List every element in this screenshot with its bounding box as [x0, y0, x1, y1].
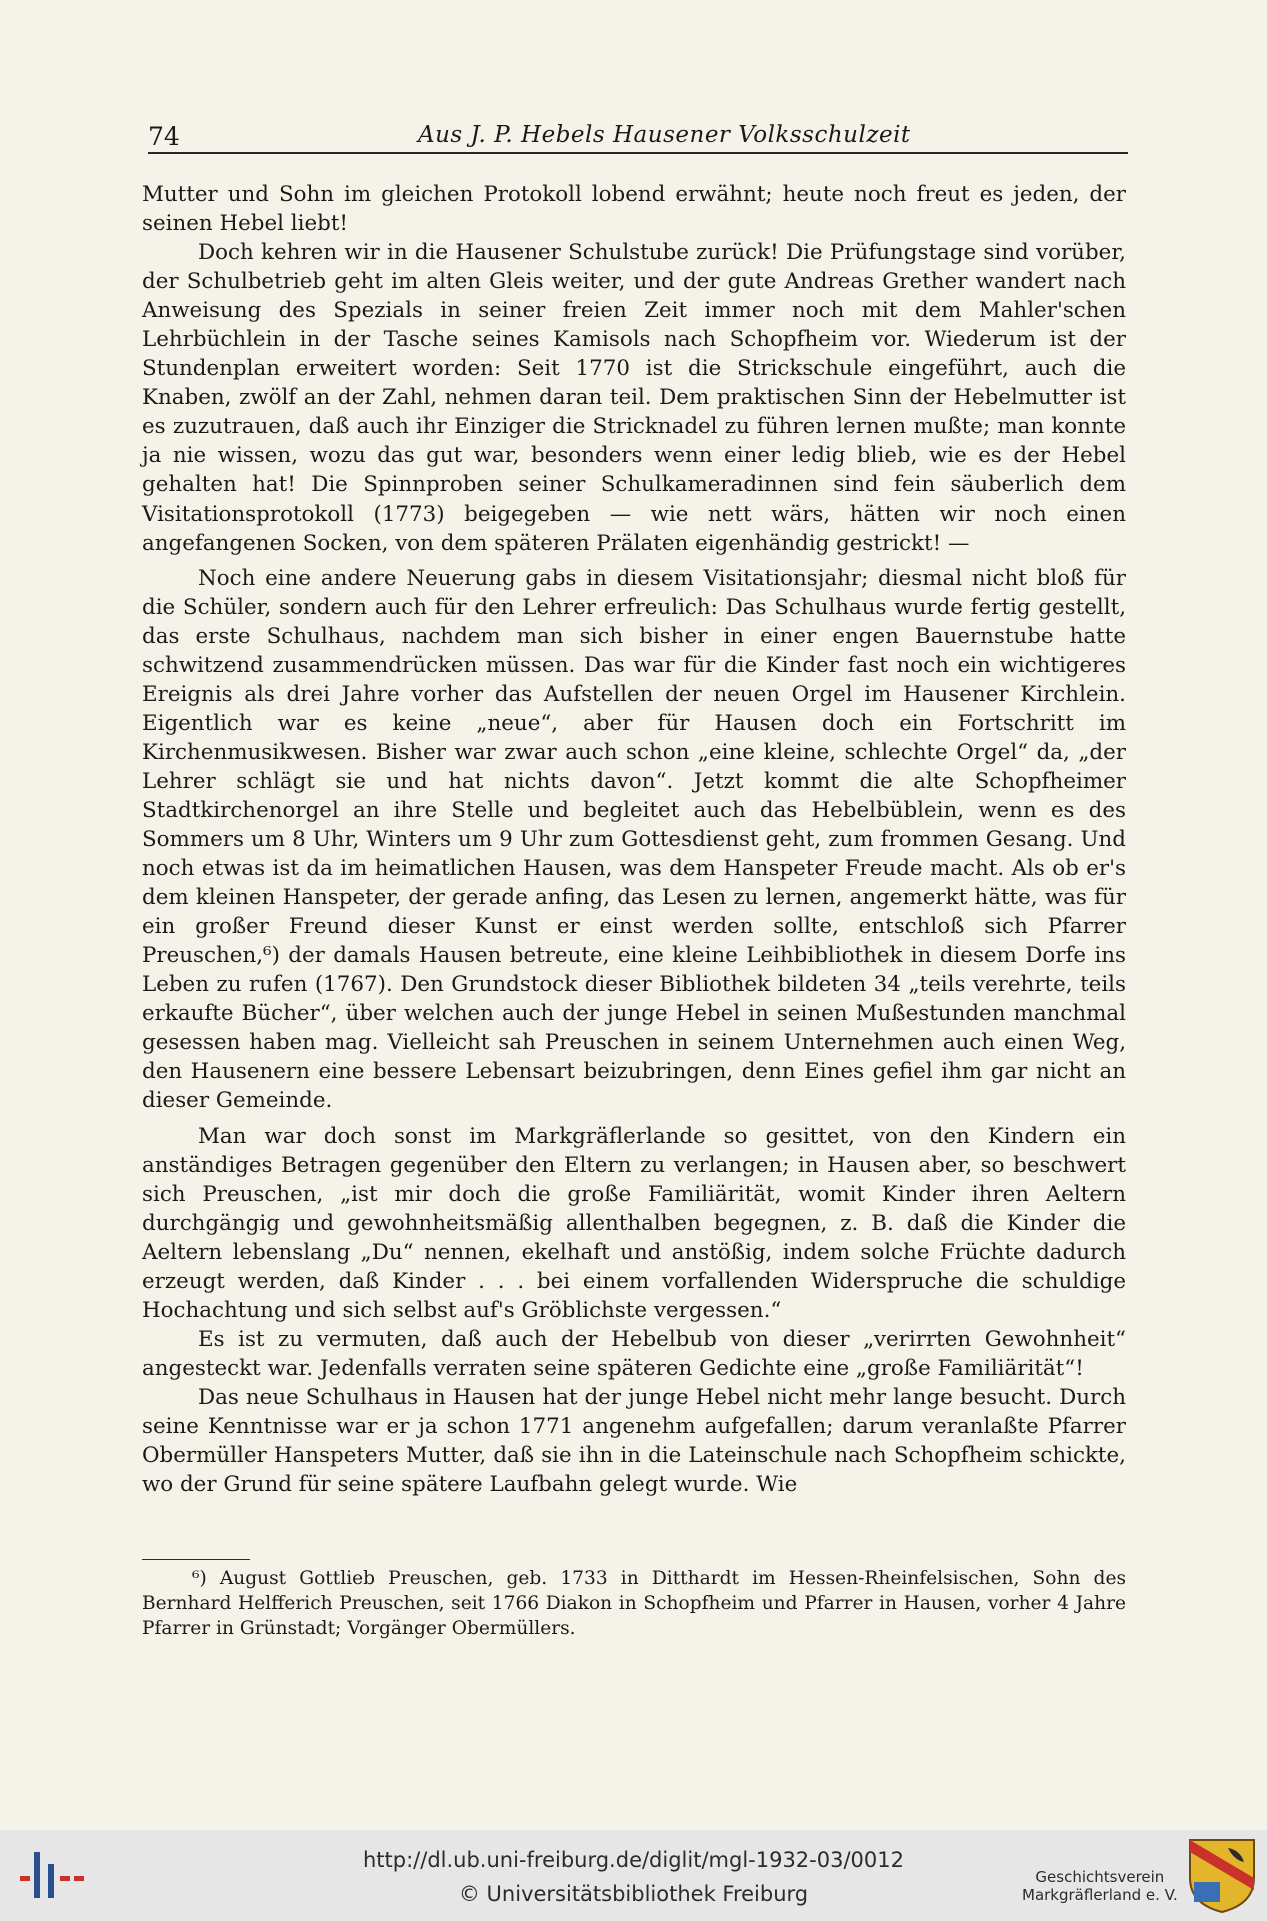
- footnote-text: ⁶) August Gottlieb Preuschen, geb. 1733 in Ditthardt im Hessen-Rheinfelsischen, Sohn des Bernhard Helfferich Preuschen, seit 1766 Diakon in Schopfheim und Pfarrer in Hausen, vorher 4 Jahre Pfarrer in Grünstadt; Vorgänger Obermüllers.: [142, 1568, 1126, 1639]
- running-title: Aus J. P. Hebels Hausener Volksschulzeit: [418, 122, 911, 148]
- coat-of-arms-icon[interactable]: [1188, 1838, 1256, 1914]
- paragraph: Doch kehren wir in die Hausener Schulstube zurück! Die Prüfungstage sind vorüber, der Schulbetrieb geht im alten Gleis weiter, und der gute Andreas Grether wandert nach Anweisung des Spezials in seiner freien Zeit immer noch mit dem Mahler'schen Lehrbüchlein in der Tasche seines Kamisols nach Schopfheim vor. Wiederum ist der Stundenplan erweitert worden: Seit 1770 ist die Strickschule eingeführt, auch die Knaben, zwölf an der Zahl, nehmen daran teil. Dem praktischen Sinn der Hebelmutter ist es zuzutrauen, daß auch ihr Einziger die Stricknadel zu führen lernen mußte; man konnte ja nie wissen, wozu das gut war, besonders wenn einer ledig blieb, wie es der Hebel gehalten hat! Die Spinnproben seiner Schulkameradinnen sind fein säuberlich dem Visitationsprotokoll (1773) beigegeben — wie nett wärs, hätten wir noch einen angefangenen Socken, von dem späteren Prälaten eigenhändig gestrickt! —: [142, 240, 1126, 556]
- society-name-line2: Markgräflerland e. V.: [1022, 1886, 1178, 1904]
- paragraph: Es ist zu vermuten, daß auch der Hebelbub von dieser „verirrten Gewohnheit“ angesteckt war. Jedenfalls verraten seine späteren Gedichte eine „große Familiärität“!: [142, 1326, 1126, 1381]
- footnote-rule: [142, 1559, 250, 1560]
- paragraph: Das neue Schulhaus in Hausen hat der junge Hebel nicht mehr lange besucht. Durch seine Kenntnisse war er ja schon 1771 angenehm aufgefallen; darum veranlaßte Pfarrer Obermüller Hanspeters Mutter, daß sie ihn in die Lateinschule nach Schopfheim schickte, wo der Grund für seine spätere Laufbahn gelegt wurde. Wie: [142, 1384, 1126, 1498]
- paragraph: Noch eine andere Neuerung gabs in diesem Visitationsjahr; diesmal nicht bloß für die Schüler, sondern auch für den Lehrer erfreulich: Das Schulhaus wurde fertig gestellt, das erste Schulhaus, nachdem man sich bisher in einer engen Bauernstube hatte schwitzend zusammendrücken müssen. Das war für die Kinder fast noch ein wichtigeres Ereignis als drei Jahre vorher das Aufstellen der neuen Orgel im Hausener Kirchlein. Eigentlich war es keine „neue“, aber für Hausen doch ein Fortschritt im Kirchenmusikwesen. Bisher war zwar auch schon „eine kleine, schlechte Orgel“ da, „der Lehrer schlägt sie und hat nichts davon“. Jetzt kommt die alte Schopfheimer Stadtkirchenorgel an ihre Stelle und begleitet auch das Hebelbüblein, wenn es des Sommers um 8 Uhr, Winters um 9 Uhr zum Gottesdienst geht, zum frommen Gesang. Und noch etwas ist da im heimatlichen Hausen, was dem Hanspeter Freude macht. Als ob er's dem kleinen Hanspeter, der gerade anfing, das Lesen zu lernen, angemerkt hätte, was für ein großer Freund dieser Kunst er einst werden sollte, entschloß sich Pfarrer Preuschen,⁶) der damals Hausen betreute, eine kleine Leihbibliothek in diesem Dorfe ins Leben zu rufen (1767). Den Grundstock dieser Bibliothek bildeten 34 „teils verehrte, teils erkaufte Bücher“, über welchen auch der junge Hebel in seinen Mußestunden manchmal gesessen haben mag. Vielleicht sah Preuschen in seinem Unternehmen auch einen Weg, den Hausenern eine bessere Lebensart beizubringen, denn Eines gefiel ihm gar nicht an dieser Gemeinde.: [142, 565, 1126, 1114]
- footnote: [142, 1566, 1126, 1641]
- page-header: [148, 118, 1128, 154]
- paragraph: Mutter und Sohn im gleichen Protokoll lobend erwähnt; heute noch freut es jeden, der seinen Hebel liebt!: [142, 182, 1126, 237]
- paragraph: Man war doch sonst im Markgräflerlande so gesittet, von den Kindern ein anständiges Betragen gegenüber den Eltern zu verlangen; in Hausen aber, so beschwert sich Preuschen, „ist mir doch die große Familiärität, womit Kinder ihren Aeltern durchgängig und gewohnheitsmäßig allenthalben begegnen, z. B. daß die Kinder die Aeltern lebenslang „Du“ nennen, ekelhaft und anstößig, indem solche Früchte dadurch erzeugt werden, daß Kinder . . . bei einem vorfallenden Widerspruche die schuldige Hochachtung und sich selbst auf's Gröblichste vergessen.“: [142, 1123, 1126, 1323]
- viewer-footer: [0, 1830, 1267, 1921]
- source-url-link[interactable]: http://dl.ub.uni-freiburg.de/diglit/mgl-1932-03/0012: [362, 1848, 904, 1872]
- page-number: 74: [148, 122, 180, 151]
- society-name-line1: Geschichtsverein: [1035, 1868, 1165, 1886]
- society-label: [1022, 1868, 1178, 1904]
- body-text: [142, 180, 1126, 1499]
- copyright-notice: © Universitätsbibliothek Freiburg: [458, 1882, 809, 1906]
